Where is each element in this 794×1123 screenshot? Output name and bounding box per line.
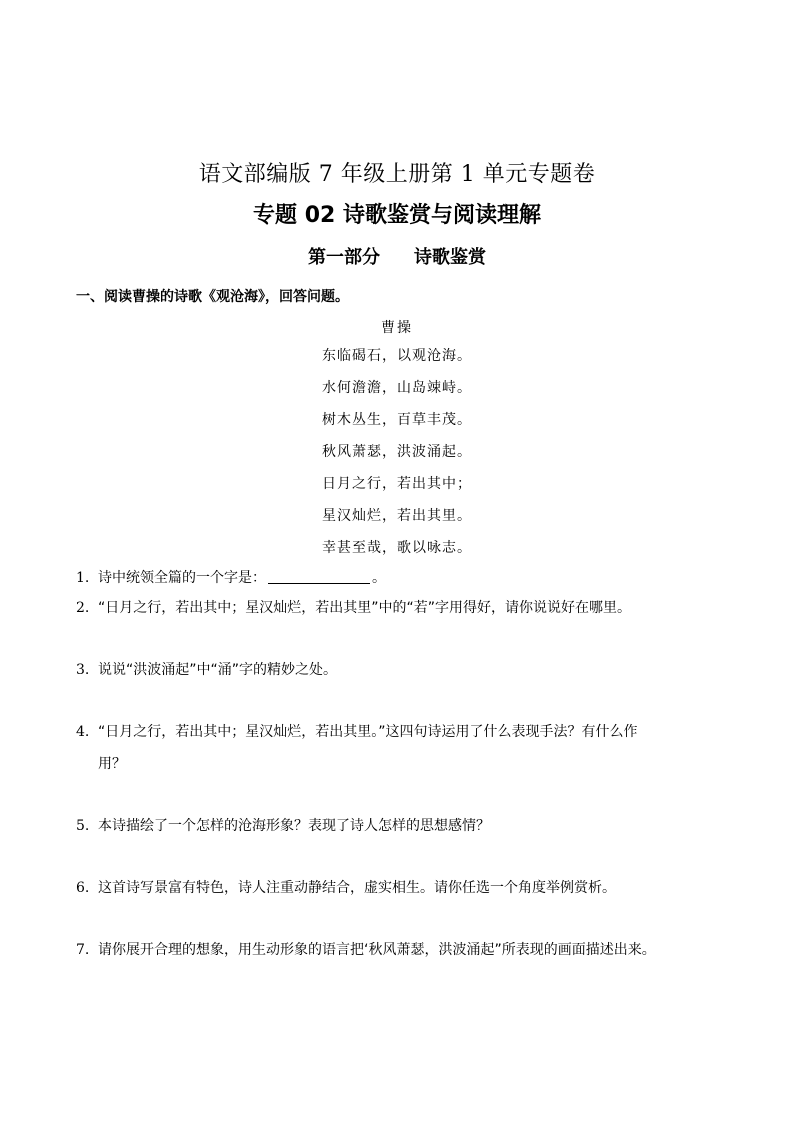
poem-line: 树木丛生，百草丰茂。 (322, 412, 472, 428)
question-text: 说说“洪波涌起”中“涌”字的精妙之处。 (98, 662, 338, 678)
section-heading: 一、阅读曹操的诗歌《观沧海》，回答问题。 (76, 289, 349, 305)
question-1 (76, 562, 736, 594)
question-number: 4. (76, 724, 90, 740)
question-number: 5. (76, 818, 90, 834)
answer-blank[interactable] (268, 567, 370, 584)
poem-author: 曹操 (381, 320, 413, 336)
question-number: 1. (76, 570, 90, 586)
poem (0, 316, 794, 564)
question-text: “日月之行，若出其中；星汉灿烂，若出其里”中的“若”字用得好，请你说说好在哪里。 (98, 600, 632, 616)
part-title: 诗歌鉴赏 (414, 247, 486, 268)
question-text: 请你展开合理的想象，用生动形象的语言把‘秋风萧瑟，洪波涌起”所表现的画面描述出来。 (98, 942, 656, 958)
poem-line: 日月之行，若出其中； (322, 476, 472, 492)
question-3 (76, 654, 736, 686)
poem-line: 东临碣石，以观沧海。 (322, 348, 472, 364)
question-text: 诗中统领全篇的一个字是： (98, 570, 266, 586)
question-number: 7. (76, 942, 90, 958)
question-text: 这首诗写景富有特色，诗人注重动静结合，虚实相生。请你任选一个角度举例赏析。 (98, 880, 616, 896)
question-7 (76, 934, 736, 966)
poem-line: 星汉灿烂，若出其里。 (322, 508, 472, 524)
question-text: 本诗描绘了一个怎样的沧海形象？表现了诗人怎样的思想感情？ (98, 818, 490, 834)
question-number: 2. (76, 600, 90, 616)
question-text-continued: 用？ (98, 756, 126, 772)
question-2 (76, 592, 736, 624)
poem-line: 秋风萧瑟，洪波涌起。 (322, 444, 472, 460)
poem-line: 水何澹澹，山岛竦峙。 (322, 380, 472, 396)
part-heading (0, 245, 794, 271)
question-number: 3. (76, 662, 90, 678)
part-label: 第一部分 (308, 247, 380, 268)
document-title: 语文部编版 7 年级上册第 1 单元专题卷 (198, 162, 596, 187)
question-6 (76, 872, 736, 904)
poem-line: 幸甚至哉，歌以咏志。 (322, 540, 472, 556)
question-5 (76, 810, 736, 842)
document-subtitle: 专题 02 诗歌鉴赏与阅读理解 (253, 203, 541, 228)
question-4 (76, 716, 736, 780)
question-text: “日月之行，若出其中；星汉灿烂，若出其里。”这四句诗运用了什么表现手法？有什么作 (98, 724, 638, 740)
question-text-end: 。 (372, 570, 386, 586)
question-number: 6. (76, 880, 90, 896)
